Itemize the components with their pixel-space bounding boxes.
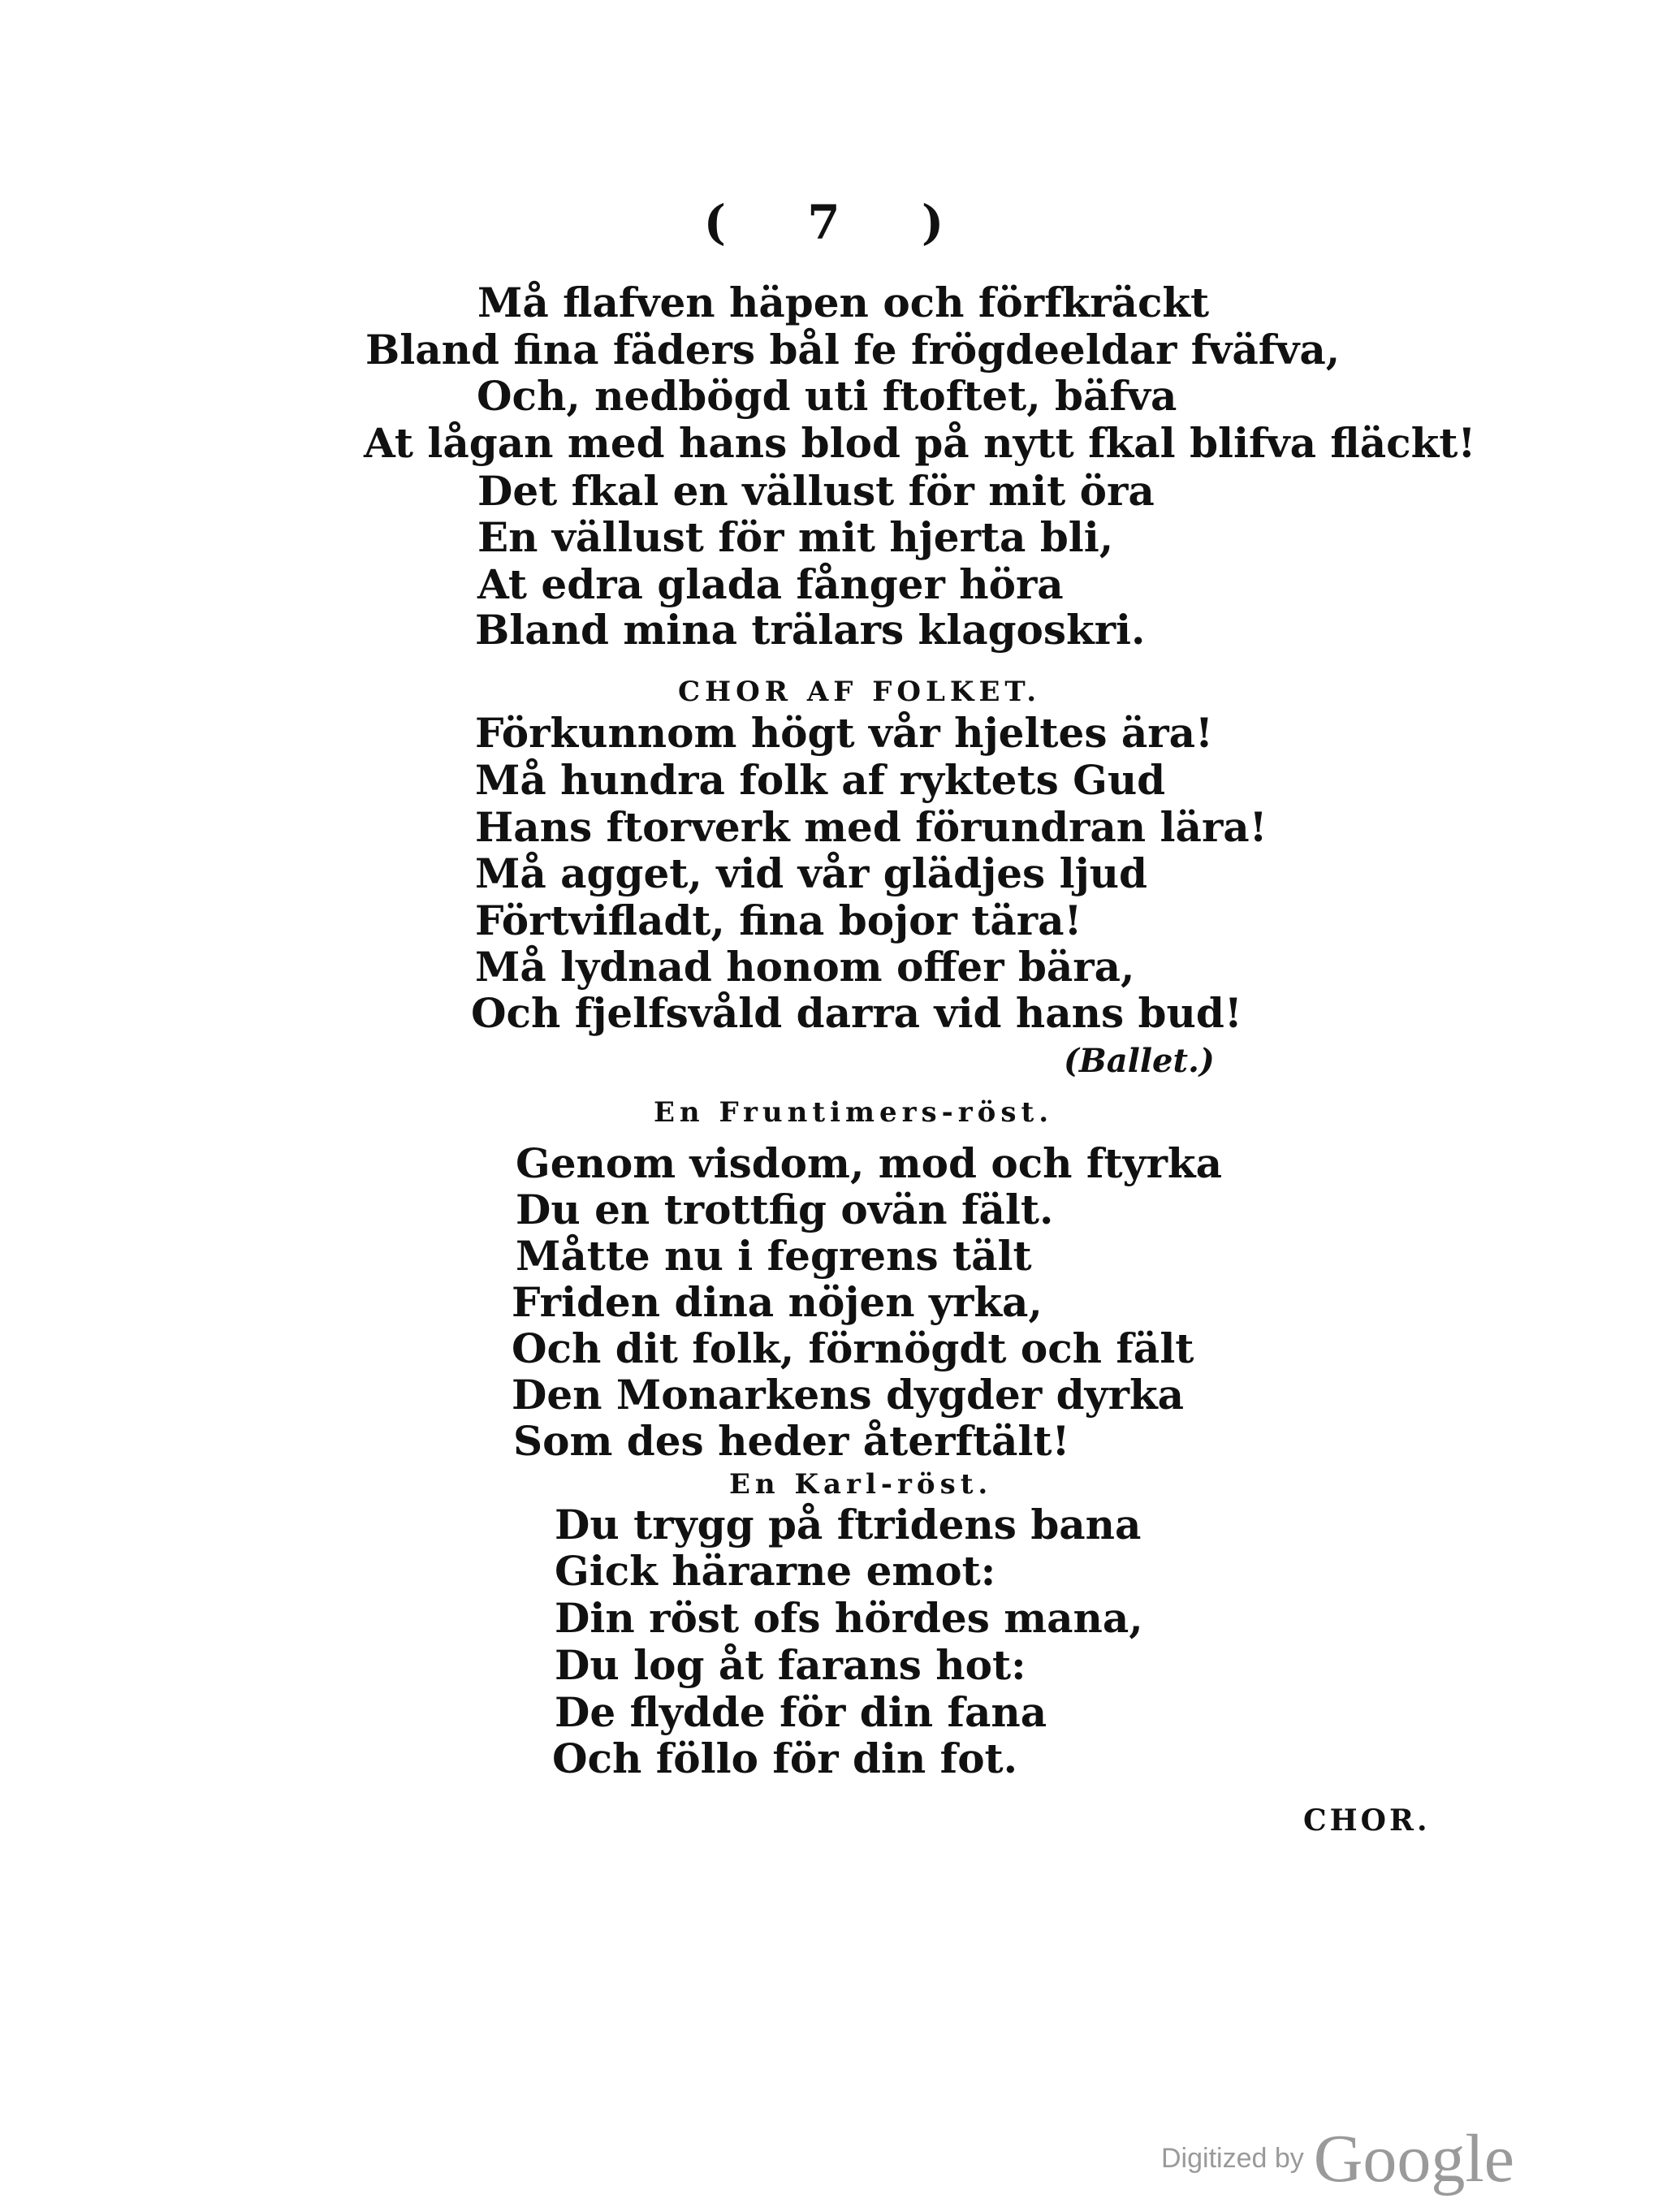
section-heading: En Karl-röst.: [729, 1468, 993, 1501]
digitized-by-google-watermark: [1161, 2119, 1514, 2198]
section-heading: En Fruntimers-röst.: [654, 1096, 1054, 1129]
verse-line: Bland mina trälars klagoskri.: [475, 606, 1146, 654]
verse-line: En vällust för mit hjerta bli,: [477, 513, 1114, 561]
google-logo: Google: [1313, 2121, 1515, 2197]
verse-line: Det fkal en vällust för mit öra: [477, 467, 1155, 515]
verse-line: Förtvifladt, fina bojor tära!: [475, 896, 1082, 944]
page-number: ( 7 ): [703, 195, 977, 250]
verse-line: Hans ftorverk med förundran lära!: [475, 803, 1268, 851]
catchword: CHOR.: [1303, 1803, 1431, 1838]
verse-line: Må hundra folk af ryktets Gud: [475, 756, 1166, 804]
verse-line: At lågan med hans blod på nytt fkal blifva fläckt!: [364, 419, 1476, 467]
verse-line: Och, nedbögd uti ftoftet, bäfva: [477, 372, 1177, 420]
verse-line: Den Monarkens dygder dyrka: [512, 1371, 1184, 1419]
verse-line: Gick härarne emot:: [555, 1547, 996, 1595]
verse-line: Din röst ofs hördes mana,: [555, 1594, 1143, 1642]
verse-line: Förkunnom högt vår hjeltes ära!: [475, 709, 1213, 757]
verse-line: At edra glada fånger höra: [477, 560, 1064, 608]
verse-line: Bland fina fäders bål fe frögdeeldar fväfva,: [365, 326, 1341, 374]
verse-line: Må lydnad honom offer bära,: [475, 943, 1135, 991]
verse-line: Må agget, vid vår glädjes ljud: [475, 849, 1147, 897]
verse-line: Och föllo för din fot.: [552, 1734, 1018, 1782]
watermark-prefix: Digitized by: [1161, 2143, 1304, 2174]
verse-line: Må flafven häpen och förfkräckt: [477, 279, 1210, 326]
verse-line: Genom visdom, mod och ftyrka: [516, 1139, 1222, 1187]
verse-line: Du en trottfig ovän fält.: [516, 1186, 1054, 1233]
section-heading: CHOR AF FOLKET.: [678, 676, 1042, 708]
verse-line: Friden dina nöjen yrka,: [512, 1278, 1043, 1326]
verse-line: De flydde för din fana: [555, 1688, 1047, 1736]
verse-line: Och fjelfsvåld darra vid hans bud!: [471, 989, 1242, 1037]
verse-line: Som des heder återftält!: [513, 1417, 1070, 1465]
verse-line: Måtte nu i fegrens tält: [516, 1232, 1032, 1280]
stage-direction: (Ballet.): [1064, 1042, 1215, 1080]
verse-line: Du trygg på ftridens bana: [555, 1501, 1142, 1549]
verse-line: Du log åt farans hot:: [555, 1641, 1026, 1689]
verse-line: Och dit folk, förnögdt och fält: [512, 1324, 1194, 1372]
